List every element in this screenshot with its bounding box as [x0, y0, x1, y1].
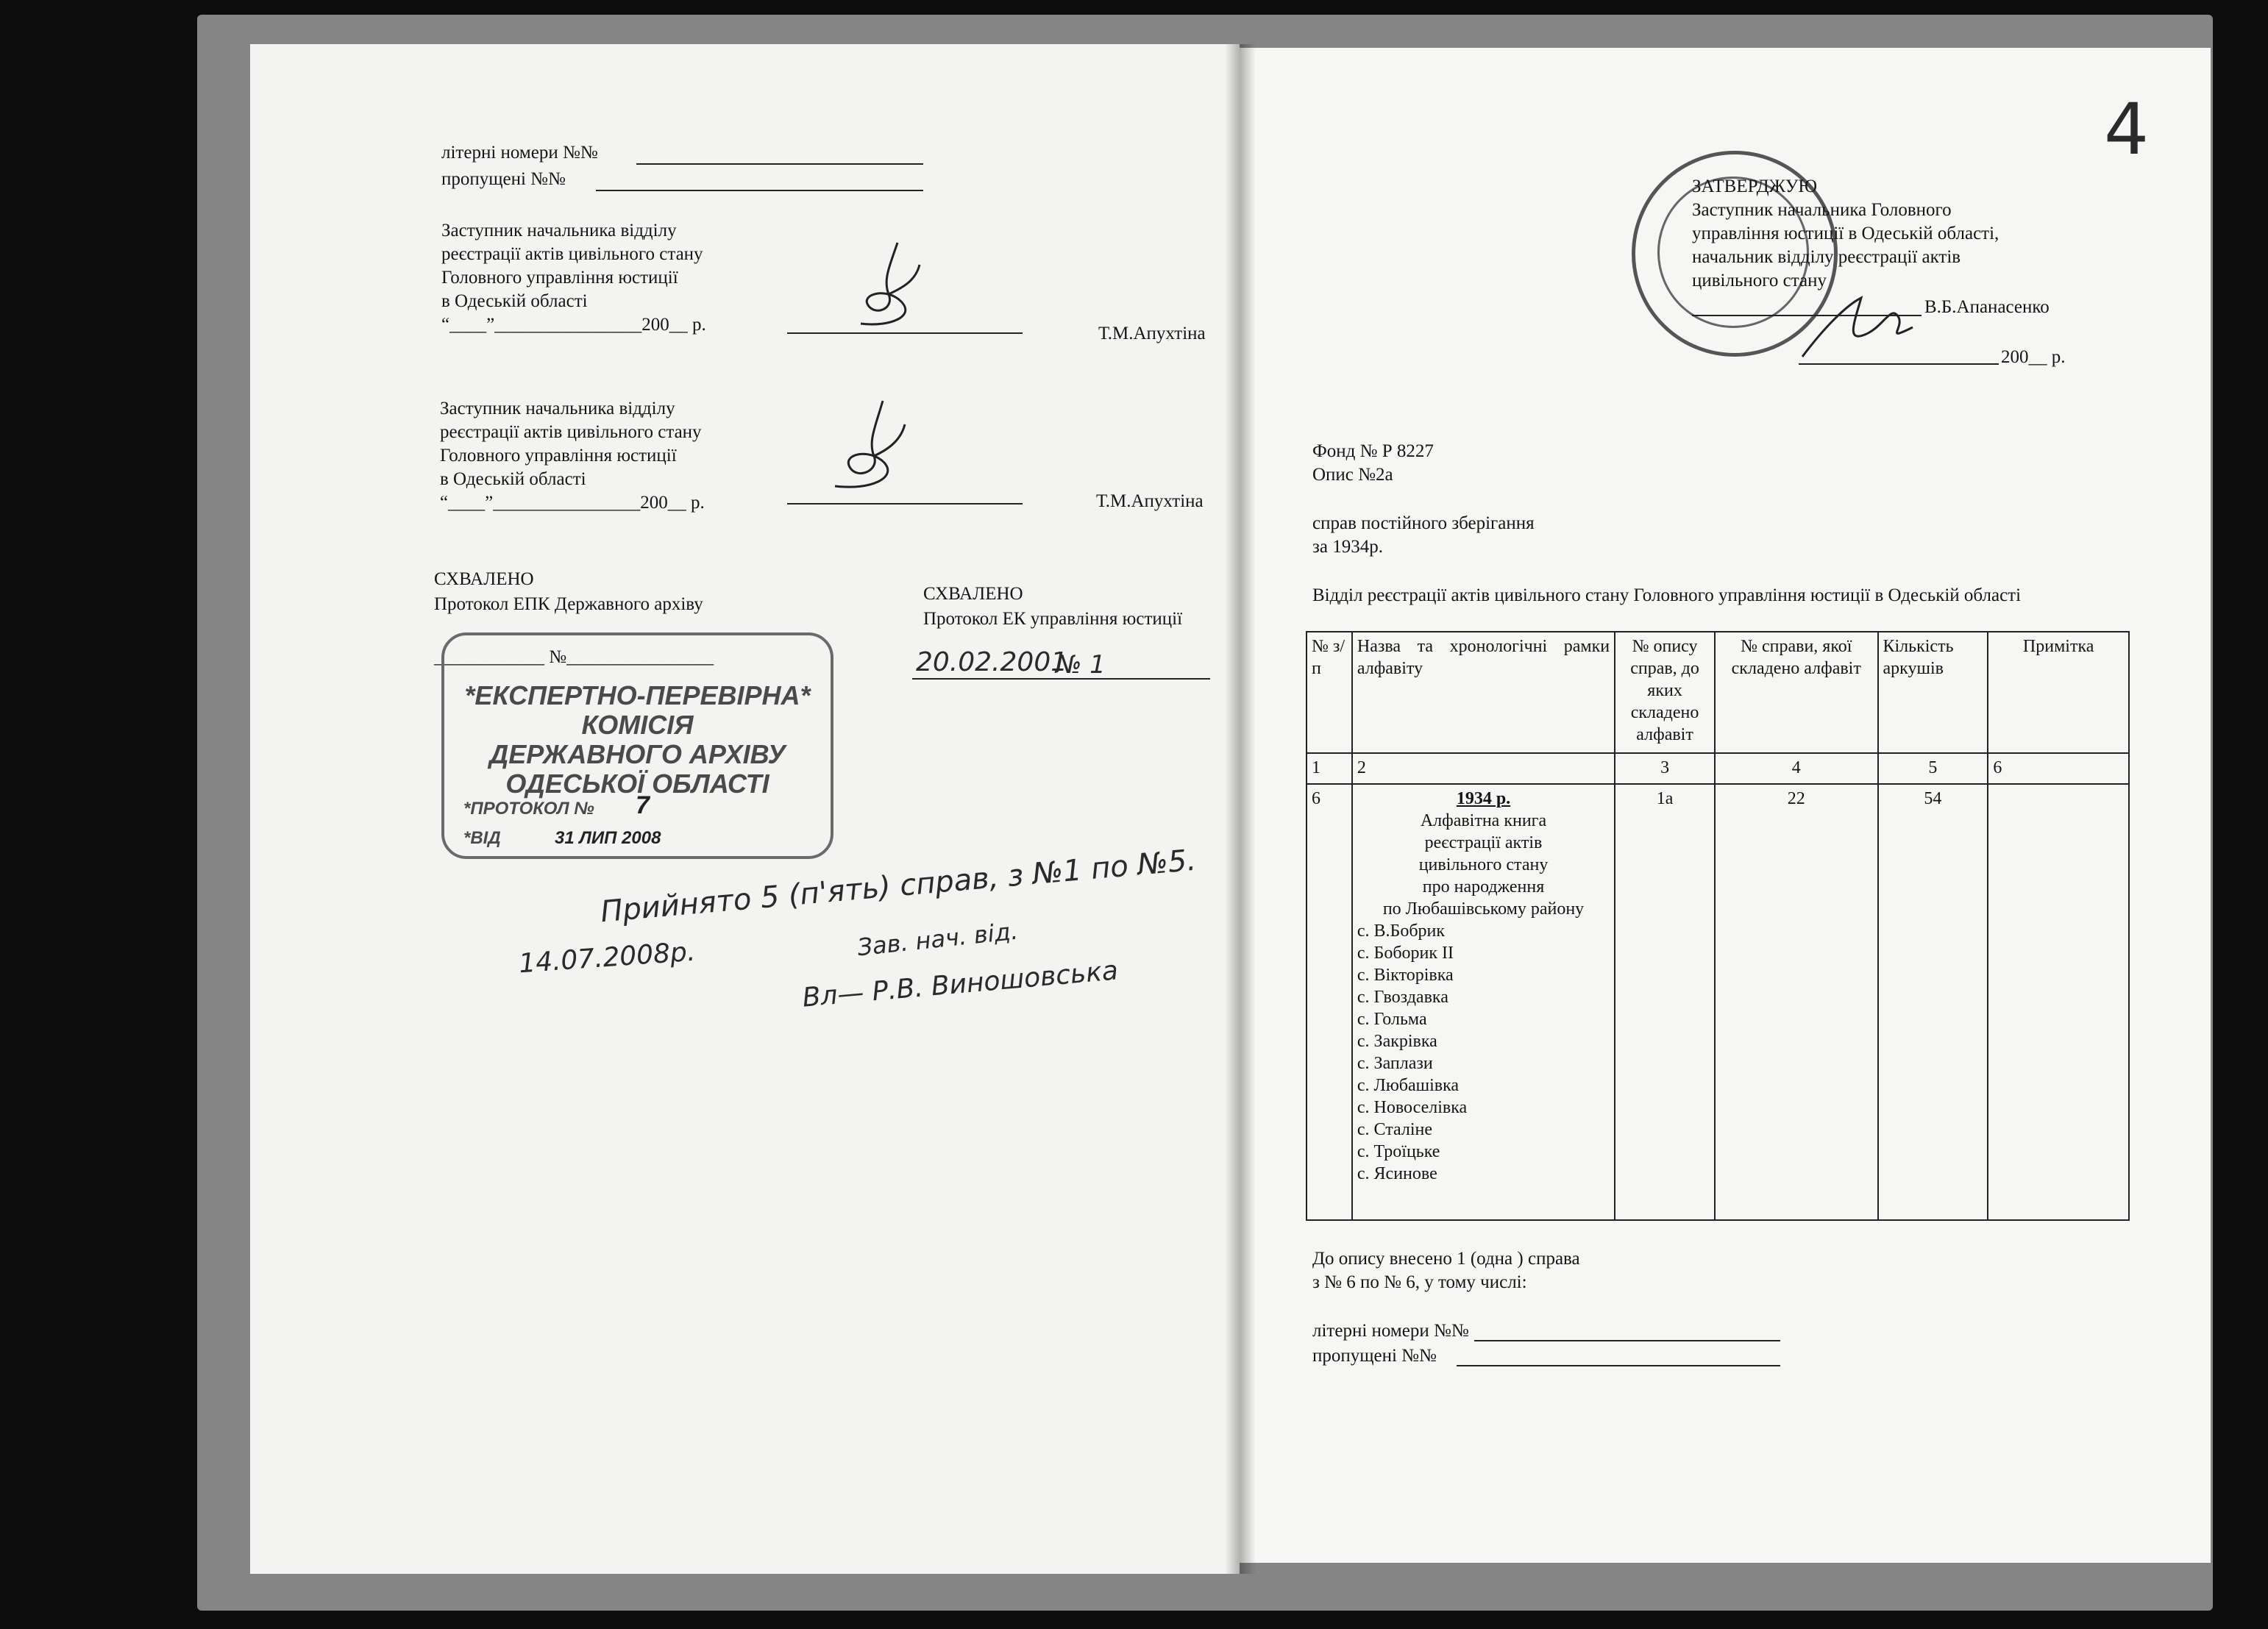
- literal-numbers-line: [636, 163, 923, 165]
- inventory-table: [1306, 631, 2130, 1221]
- row-title-line: цивільного стану: [1418, 855, 1549, 874]
- approval-1-line: реєстрації актів цивільного стану: [441, 244, 703, 264]
- stamp-line: *ЕКСПЕРТНО-ПЕРЕВІРНА*: [464, 680, 811, 710]
- handwritten-protocol-date: 20.02.2001: [916, 647, 1068, 677]
- village-item: с. В.Бобрик: [1357, 922, 1446, 941]
- approve-date-line: [1799, 363, 1999, 365]
- village-item: с. Гвоздавка: [1357, 988, 1448, 1007]
- stamp-line: ДЕРЖАВНОГО АРХІВУ: [489, 739, 786, 769]
- fund-number: Фонд № Р 8227: [1312, 441, 1434, 461]
- signature-scribble-2: [824, 393, 927, 500]
- header-cell: Назва та хронологічні рамки алфавіту: [1352, 632, 1615, 753]
- approval-1-date-line: “____”________________200__ р.: [441, 315, 706, 335]
- expert-commission-stamp: [441, 632, 833, 859]
- village-item: с. Сталіне: [1357, 1120, 1433, 1139]
- signature-line: [787, 503, 1023, 505]
- approve-line: начальник відділу реєстрації актів: [1692, 247, 1961, 267]
- village-item: с. Боборик ІІ: [1357, 944, 1454, 963]
- approve-date: 200__ р.: [2001, 347, 2066, 367]
- handwritten-date: 14.07.2008р.: [517, 936, 697, 980]
- approval-2-line: реєстрації актів цивільного стану: [440, 422, 702, 442]
- row-note: [1988, 784, 2129, 1220]
- table-header-row: [1307, 632, 2129, 753]
- village-item: с. Вікторівка: [1357, 966, 1454, 985]
- footer-skipped-numbers-line: [1457, 1365, 1780, 1366]
- stamp-protocol-label: *ПРОТОКОЛ №: [463, 799, 594, 819]
- state-archive-number-line: ____________ №________________: [434, 647, 714, 667]
- stamp-date-label: *ВІД: [463, 828, 501, 848]
- row-year: 1934 р.: [1456, 789, 1511, 808]
- book-gutter: [1225, 44, 1256, 1574]
- protocol-line: [912, 678, 1210, 680]
- footer-skipped-numbers-label: пропущені №№: [1312, 1346, 1437, 1366]
- approve-line: управління юстиції в Одеській області,: [1692, 224, 1999, 243]
- village-item: с. Закрівка: [1357, 1032, 1437, 1051]
- village-item: с. Ясинове: [1357, 1164, 1437, 1183]
- approve-heading: ЗАТВЕРДЖУЮ: [1692, 177, 1818, 196]
- approval-2-name: Т.М.Апухтіна: [1096, 491, 1204, 511]
- stamp-date-value: 31 ЛИП 2008: [555, 828, 661, 848]
- row-title-line: Алфавітна книга: [1420, 811, 1547, 830]
- header-cell: № з/п: [1307, 632, 1352, 753]
- numbering-cell: 1: [1307, 753, 1352, 784]
- numbering-cell: 4: [1715, 753, 1878, 784]
- numbering-cell: 6: [1988, 753, 2129, 784]
- handwritten-protocol-number: № 1: [1056, 650, 1106, 680]
- approve-line: цивільного стану: [1692, 271, 1827, 290]
- stamp-line: ОДЕСЬКОЇ ОБЛАСТІ: [505, 769, 769, 799]
- page-number: 4: [2104, 88, 2150, 171]
- row-sheet-count: 54: [1878, 784, 1988, 1220]
- handwritten-signature: Вл— Р.В. Виношовська: [801, 955, 1120, 1013]
- footer-summary-line: з № 6 по № 6, у тому числі:: [1312, 1272, 1527, 1292]
- numbering-cell: 5: [1878, 753, 1988, 784]
- row-inventory-number: 1а: [1615, 784, 1715, 1220]
- approved-heading: СХВАЛЕНО: [434, 569, 534, 589]
- numbering-cell: 2: [1352, 753, 1615, 784]
- footer-literal-numbers-line: [1474, 1340, 1780, 1341]
- department-name: Відділ реєстрації актів цивільного стану Головного управління юстиції в Одеській області: [1312, 585, 2022, 605]
- signature-scribble-1: [846, 235, 942, 335]
- handwritten-position: Зав. нач. від.: [856, 916, 1020, 962]
- approved-state-archive-text: Протокол ЕПК Державного архіву: [434, 594, 703, 614]
- inventory-year: за 1934р.: [1312, 537, 1383, 557]
- header-cell: Примітка: [1988, 632, 2129, 753]
- row-title-line: по Любашівському району: [1382, 899, 1585, 919]
- approval-2-line: Головного управління юстиції: [440, 446, 677, 466]
- header-cell: Кількість аркушів: [1878, 632, 1988, 753]
- approval-2-line: в Одеській області: [440, 469, 586, 489]
- row-title-line: про народження: [1422, 877, 1545, 897]
- approve-name: В.Б.Апанасенко: [1924, 297, 2050, 317]
- row-title-cell: [1352, 784, 1615, 1220]
- village-item: с. Гольма: [1357, 1010, 1427, 1029]
- header-cell: № справи, якої складено алфавіт: [1715, 632, 1878, 753]
- stamp-protocol-number: 7: [636, 791, 650, 819]
- approve-line: Заступник начальника Головного: [1692, 200, 1952, 220]
- inventory-subtitle: справ постійного зберігання: [1312, 513, 1535, 533]
- approval-1-line: в Одеській області: [441, 291, 588, 311]
- skipped-numbers-label: пропущені №№: [441, 169, 566, 189]
- row-title-line: реєстрації актів: [1424, 833, 1543, 852]
- header-cell: № опису справ, до яких складено алфавіт: [1615, 632, 1715, 753]
- footer-literal-numbers-label: літерні номери №№: [1312, 1321, 1469, 1341]
- village-item: с. Любашівка: [1357, 1076, 1460, 1095]
- approval-1-line: Заступник начальника відділу: [441, 221, 677, 240]
- handwritten-acceptance-note: Прийнято 5 (п'ять) справ, з №1 по №5.: [599, 843, 1198, 930]
- inventory-number: Опис №2а: [1312, 465, 1393, 485]
- approval-1-line: Головного управління юстиції: [441, 268, 678, 288]
- skipped-numbers-line: [596, 190, 923, 191]
- village-item: с. Заплази: [1357, 1054, 1433, 1073]
- approval-1-name: Т.М.Апухтіна: [1098, 324, 1206, 343]
- approval-2-date-line: “____”________________200__ р.: [440, 493, 705, 513]
- table-numbering-row: [1307, 753, 2129, 784]
- approved-justice-text: Протокол ЕК управління юстиції: [923, 609, 1183, 629]
- signature-scribble-3: [1795, 283, 1920, 364]
- village-item: с. Новоселівка: [1357, 1098, 1468, 1117]
- village-item: с. Троїцьке: [1357, 1142, 1440, 1161]
- literal-numbers-label: літерні номери №№: [441, 143, 598, 163]
- numbering-cell: 3: [1615, 753, 1715, 784]
- approved-heading: СХВАЛЕНО: [923, 584, 1023, 604]
- row-case-number: 22: [1715, 784, 1878, 1220]
- footer-summary-line: До опису внесено 1 (одна ) справа: [1312, 1249, 1580, 1269]
- table-row: [1307, 784, 2129, 1220]
- stamp-line: КОМІСІЯ: [581, 710, 694, 740]
- row-number: 6: [1307, 784, 1352, 1220]
- approval-2-line: Заступник начальника відділу: [440, 399, 675, 418]
